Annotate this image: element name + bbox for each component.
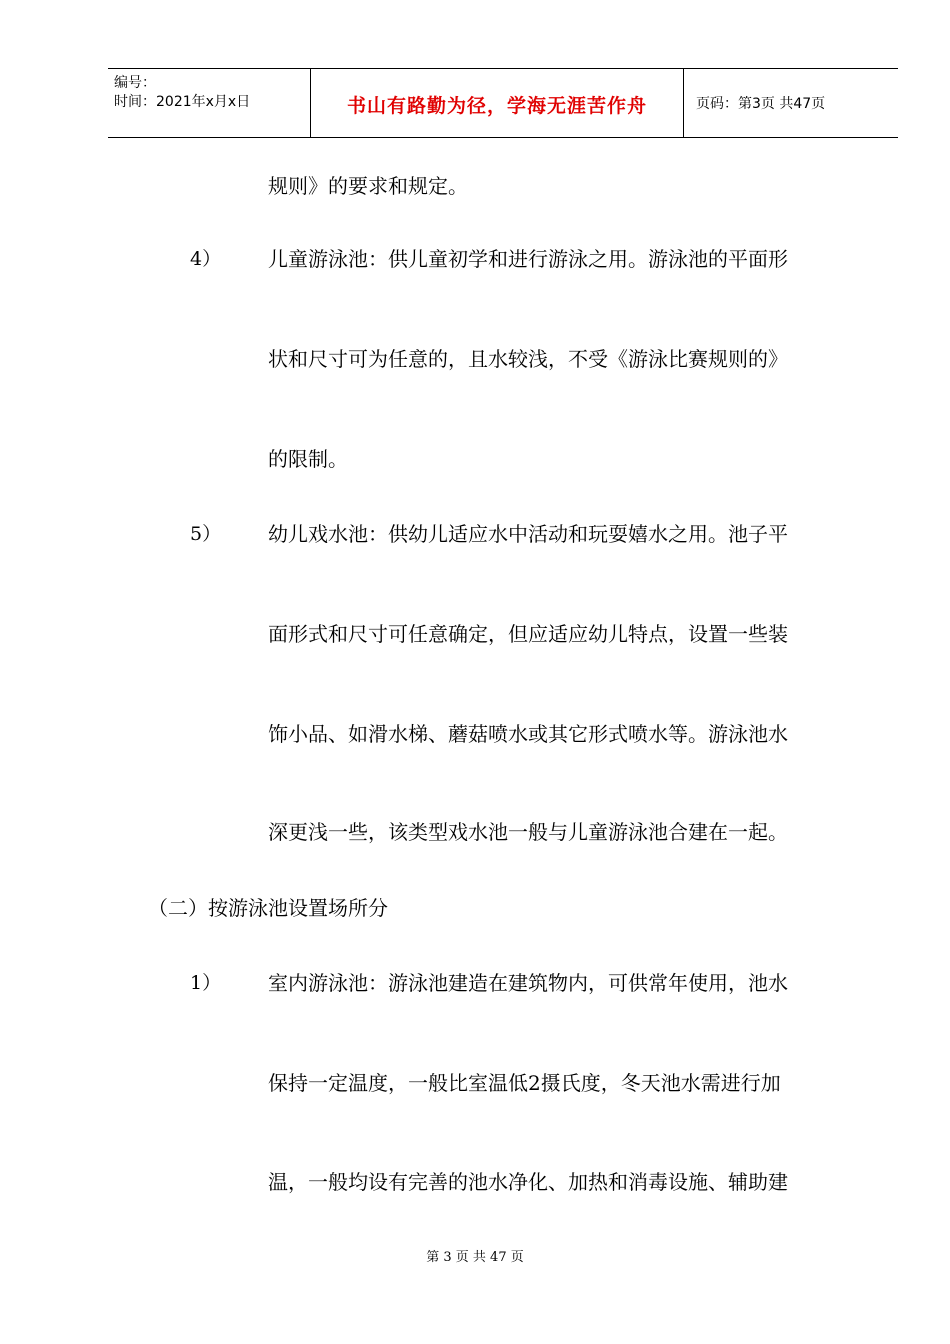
page-footer [0,1246,950,1265]
body-line: 的限制。 [268,447,348,471]
header-motto: 书山有路勤为径，学海无涯苦作舟 [346,95,647,117]
document-time-label: 时间：2021年x月x日 [114,94,251,110]
header-page-cell [684,69,898,137]
body-line: 幼儿戏水池：供幼儿适应水中活动和玩耍嬉水之用。池子平 [268,522,788,546]
header-page-code: 页码：第3页 共47页 [696,96,826,112]
body-line: 室内游泳池：游泳池建造在建筑物内，可供常年使用，池水 [268,971,788,995]
list-number: 1） [190,972,222,994]
list-number: 4） [190,248,222,270]
section-heading: （二）按游泳池设置场所分 [148,896,388,920]
body-line: 面形式和尺寸可任意确定，但应适应幼儿特点，设置一些装 [268,622,788,646]
body-line: 状和尺寸可为任意的，且水较浅，不受《游泳比赛规则的》 [268,347,788,371]
body-line: 规则》的要求和规定。 [268,174,468,198]
body-line: 儿童游泳池：供儿童初学和进行游泳之用。游泳池的平面形 [268,247,788,271]
body-line: 温，一般均设有完善的池水净化、加热和消毒设施、辅助建 [268,1170,788,1194]
footer-page-number: 第 3 页 共 47 页 [426,1250,524,1265]
document-number-label: 编号： [114,75,156,91]
header-meta-cell [108,69,311,137]
body-line: 保持一定温度，一般比室温低2摄氏度，冬天池水需进行加 [268,1071,781,1095]
body-line: 饰小品、如滑水梯、蘑菇喷水或其它形式喷水等。游泳池水 [268,722,788,746]
list-number: 5） [190,523,222,545]
page-header [108,68,898,138]
header-motto-cell [311,69,684,137]
body-line: 深更浅一些，该类型戏水池一般与儿童游泳池合建在一起。 [268,820,788,844]
